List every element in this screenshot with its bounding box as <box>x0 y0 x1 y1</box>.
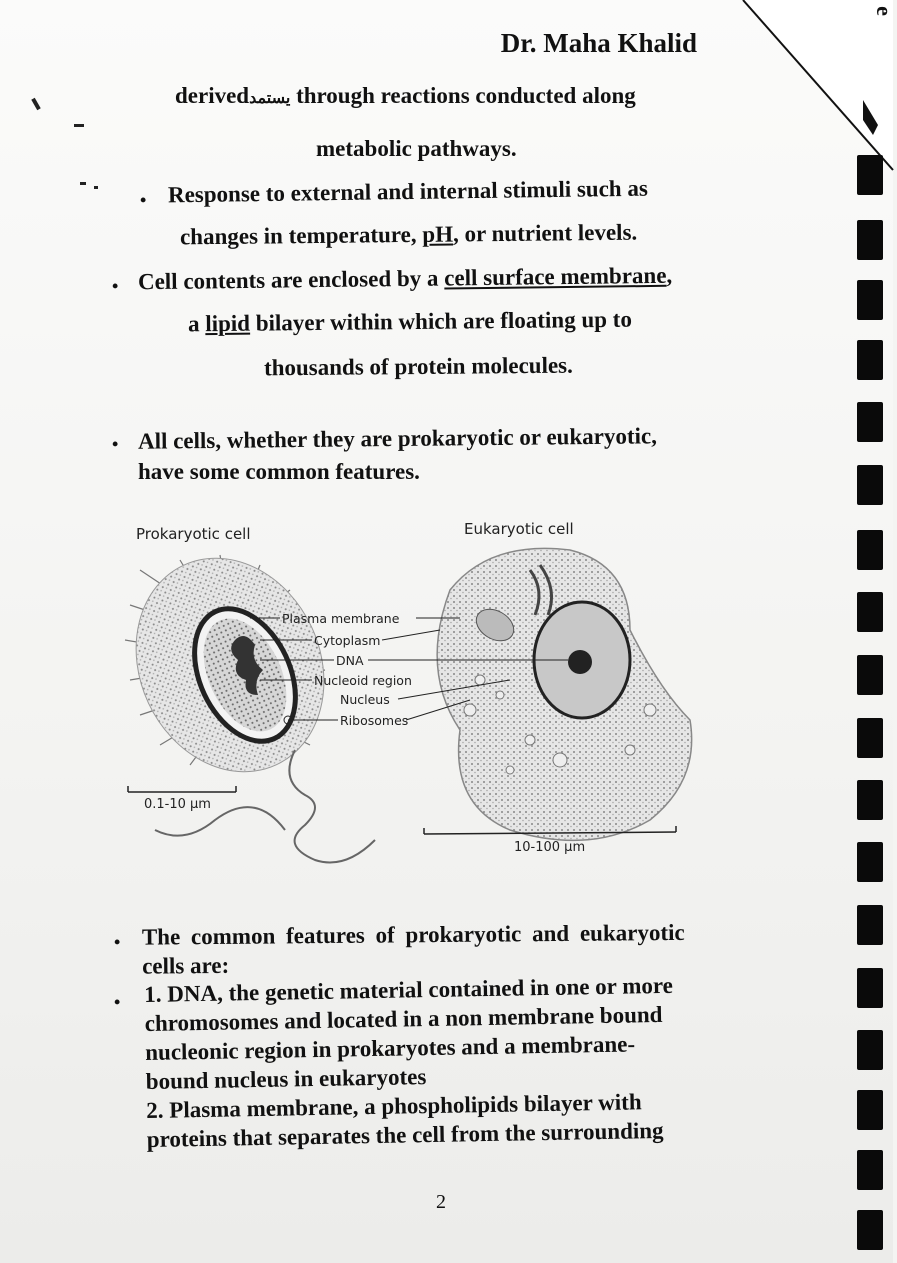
prokaryote-illustration <box>102 527 375 862</box>
prok-scale-label: 0.1-10 µm <box>144 797 211 812</box>
bullet: • <box>114 932 121 952</box>
text-line: derivedيستمد through reactions conducted along <box>175 83 636 108</box>
side-edge-letter: e <box>872 6 897 16</box>
label-plasma-membrane: Plasma membrane <box>282 611 400 626</box>
prokaryotic-title: Prokaryotic cell <box>136 525 251 543</box>
text-line: metabolic pathways. <box>316 136 517 161</box>
text-line: have some common features. <box>138 459 420 484</box>
text-line: Response to external and internal stimuli such as <box>167 175 648 208</box>
label-nucleus: Nucleus <box>340 692 390 707</box>
label-nucleoid-region: Nucleoid region <box>314 673 412 688</box>
label-cytoplasm: Cytoplasm <box>314 633 381 648</box>
common-features-paragraph: The common features of prokaryotic and eukaryotic cells are: <box>141 919 685 979</box>
eukaryote-illustration <box>437 548 692 840</box>
text-line: changes in temperature, pH, or nutrient levels. <box>179 219 638 250</box>
bullet: • <box>114 992 121 1012</box>
text-line: a lipid bilayer within which are floating up to <box>187 306 633 337</box>
text-line: All cells, whether they are prokaryotic or eukaryotic, <box>137 423 658 454</box>
bullet: • <box>112 276 119 296</box>
text-line: Cell contents are enclosed by a cell surface membrane, <box>137 262 673 295</box>
label-dna: DNA <box>336 653 364 668</box>
label-ribosomes: Ribosomes <box>340 713 409 728</box>
eukaryotic-title: Eukaryotic cell <box>464 520 574 538</box>
spiral-binding-holes <box>853 140 893 1250</box>
author-header: Dr. Maha Khalid <box>500 28 697 58</box>
dna-paragraph: 1. DNA, the genetic material contained in one or more chromosomes and located in a non membrane bound nucleonic region in prokaryotes and a membrane- bound nucleus in eukaryotes 2. Plasma membrane, a phospholipids bilayer with proteins that separates the cell from the surrounding <box>144 972 674 1152</box>
page-number: 2 <box>436 1191 446 1213</box>
text-line: thousands of protein molecules. <box>263 352 573 381</box>
euk-scale-label: 10-100 µm <box>514 840 586 855</box>
cell-comparison-figure <box>110 510 730 890</box>
bullet: • <box>112 434 119 454</box>
bullet: • <box>140 190 147 210</box>
euk-scale-bar <box>424 832 676 834</box>
